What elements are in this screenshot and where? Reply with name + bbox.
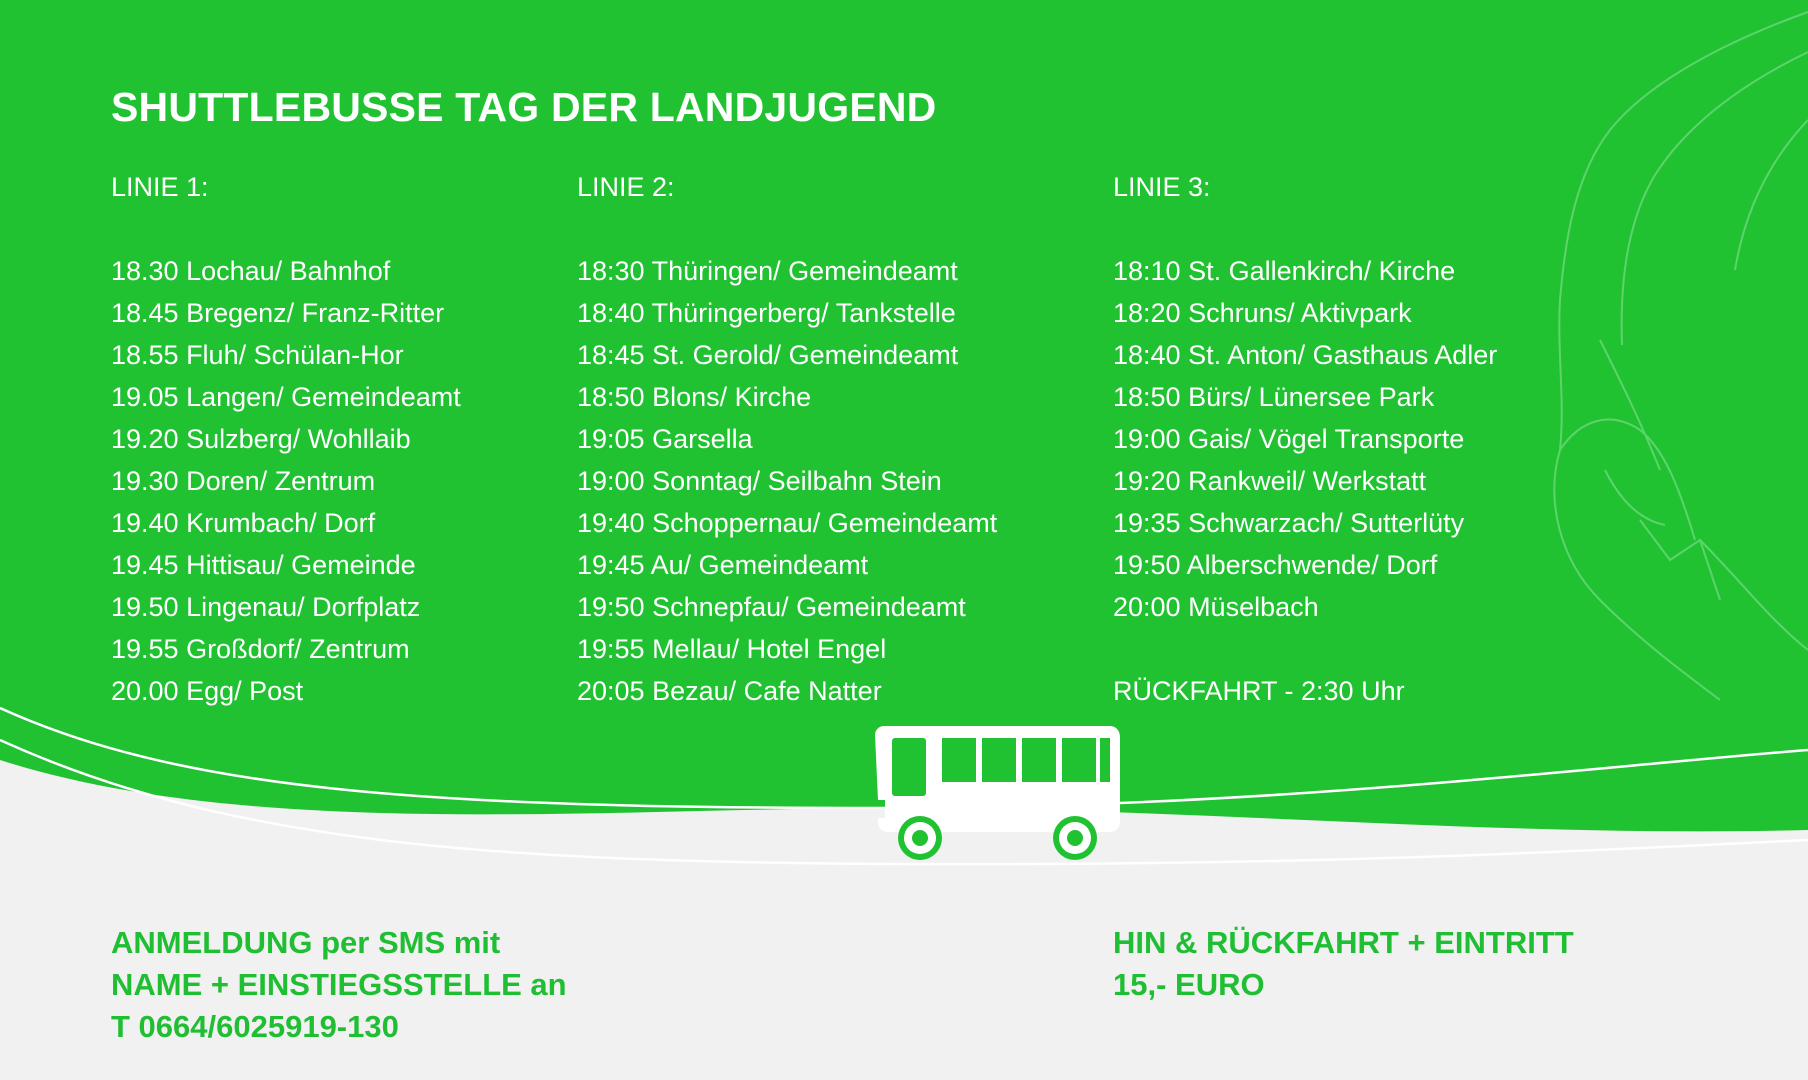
price-description: HIN & RÜCKFAHRT + EINTRITT bbox=[1113, 925, 1574, 960]
stop-item: 19.30 Doren/ Zentrum bbox=[111, 466, 376, 496]
stop-item: 19:05 Garsella bbox=[577, 424, 753, 454]
stop-item: 18.55 Fluh/ Schülan-Hor bbox=[111, 340, 404, 370]
price-amount: 15,- EURO bbox=[1113, 967, 1265, 1002]
line-2-heading: LINIE 2: bbox=[577, 172, 675, 202]
stop-item: 19.45 Hittisau/ Gemeinde bbox=[111, 550, 416, 580]
stop-item: 19.40 Krumbach/ Dorf bbox=[111, 508, 376, 538]
line-3-heading: LINIE 3: bbox=[1113, 172, 1211, 202]
stop-item: 18:10 St. Gallenkirch/ Kirche bbox=[1113, 256, 1456, 286]
stop-item: 19.50 Lingenau/ Dorfplatz bbox=[111, 592, 421, 622]
line-3-stop-list bbox=[1113, 250, 1497, 628]
stop-item: 18.30 Lochau/ Bahnhof bbox=[111, 256, 391, 286]
stop-item: 18:30 Thüringen/ Gemeindeamt bbox=[577, 256, 958, 286]
stop-item: 20:00 Müselbach bbox=[1113, 592, 1319, 622]
stop-item: 19:50 Schnepfau/ Gemeindeamt bbox=[577, 592, 966, 622]
stop-item: 19:00 Sonntag/ Seilbahn Stein bbox=[577, 466, 942, 496]
stop-item: 19:20 Rankweil/ Werkstatt bbox=[1113, 466, 1427, 496]
line-1-stop-list bbox=[111, 250, 461, 712]
stop-item: 19:45 Au/ Gemeindeamt bbox=[577, 550, 869, 580]
return-trip-note: RÜCKFAHRT - 2:30 Uhr bbox=[1113, 676, 1405, 706]
signup-info bbox=[111, 922, 567, 1048]
stop-item: 19:35 Schwarzach/ Sutterlüty bbox=[1113, 508, 1465, 538]
line-1-schedule bbox=[111, 166, 461, 712]
stop-item: 19:00 Gais/ Vögel Transporte bbox=[1113, 424, 1465, 454]
stop-item: 18:50 Bürs/ Lünersee Park bbox=[1113, 382, 1435, 412]
stop-item: 19:50 Alberschwende/ Dorf bbox=[1113, 550, 1438, 580]
line-2-schedule bbox=[577, 166, 997, 712]
stop-item: 19:55 Mellau/ Hotel Engel bbox=[577, 634, 887, 664]
stop-item: 20:05 Bezau/ Cafe Natter bbox=[577, 676, 882, 706]
signup-line: NAME + EINSTIEGSSTELLE an bbox=[111, 967, 567, 1002]
signup-phone: T 0664/6025919-130 bbox=[111, 1009, 399, 1044]
stop-item: 18:50 Blons/ Kirche bbox=[577, 382, 812, 412]
stop-item: 18:40 Thüringerberg/ Tankstelle bbox=[577, 298, 956, 328]
price-info bbox=[1113, 922, 1574, 1006]
stop-item: 19.05 Langen/ Gemeindeamt bbox=[111, 382, 461, 412]
stop-item: 19:40 Schoppernau/ Gemeindeamt bbox=[577, 508, 998, 538]
stop-item: 18:45 St. Gerold/ Gemeindeamt bbox=[577, 340, 959, 370]
stop-item: 18:40 St. Anton/ Gasthaus Adler bbox=[1113, 340, 1498, 370]
line-1-heading: LINIE 1: bbox=[111, 172, 209, 202]
line-3-schedule bbox=[1113, 166, 1497, 712]
page-title: SHUTTLEBUSSE TAG DER LANDJUGEND bbox=[111, 84, 937, 130]
line-2-stop-list bbox=[577, 250, 997, 712]
bus-icon bbox=[875, 726, 1120, 860]
stop-item: 19.55 Großdorf/ Zentrum bbox=[111, 634, 410, 664]
signup-line: ANMELDUNG per SMS mit bbox=[111, 925, 501, 960]
stop-item: 18:20 Schruns/ Aktivpark bbox=[1113, 298, 1412, 328]
stop-item: 19.20 Sulzberg/ Wohllaib bbox=[111, 424, 411, 454]
stop-item: 20.00 Egg/ Post bbox=[111, 676, 304, 706]
stop-item: 18.45 Bregenz/ Franz-Ritter bbox=[111, 298, 445, 328]
